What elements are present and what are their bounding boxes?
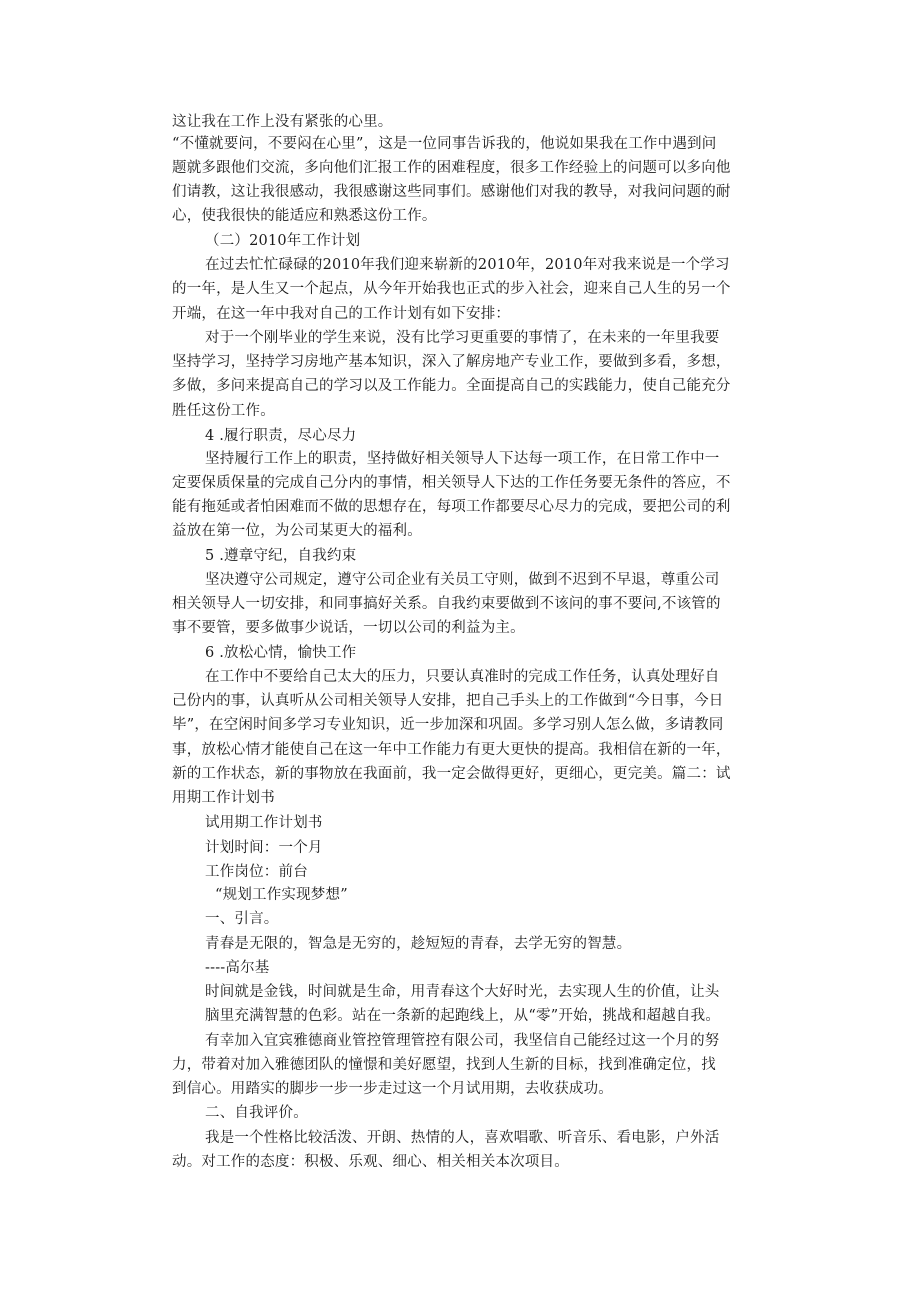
text-line: 事不要管，要多做事少说话，一切以公司的利益为主。	[172, 620, 525, 636]
text-line: 试用期工作计划书	[205, 815, 323, 831]
text-line: 在过去忙忙碌碌的2010年我们迎来崭新的2010年，2010年对我来说是一个学习	[205, 257, 730, 273]
text-line: 毕”，在空闲时间多学习专业知识，近一步加深和巩固。多学习别人怎么做，多请教同	[172, 717, 724, 733]
text-line: 二、自我评价。	[205, 1105, 308, 1121]
text-line: 力，带着对加入雅德团队的憧憬和美好愿望，找到人生新的目标，找到准确定位，找	[172, 1057, 716, 1073]
text-line: 青春是无限的，智急是无穷的，趁短短的青春，去学无穷的智慧。	[205, 936, 632, 952]
text-line: 用期工作计划书	[172, 790, 275, 806]
text-line: 心，使我很快的能适应和熟悉这份工作。	[172, 208, 437, 224]
text-line: 能有拖延或者怕困难而不做的思想存在，每项工作都要尽心尽力的完成，要把公司的利	[172, 499, 731, 515]
text-line: 坚持履行工作上的职责，坚持做好相关领导人下达每一项工作，在日常工作中一	[205, 451, 720, 467]
text-line: 一、引言。	[205, 911, 279, 927]
text-line: 坚持学习，坚持学习房地产基本知识，深入了解房地产专业工作，要做到多看，多想，	[172, 354, 731, 370]
text-line: 开端，在这一年中我对自己的工作计划有如下安排：	[172, 306, 511, 322]
text-line: 这让我在工作上没有紧张的心里。	[172, 114, 393, 130]
text-line: 己份内的事，认真听从公司相关领导人安排，把自己手头上的工作做到“今日事，今日	[172, 693, 724, 709]
text-line: 题就多跟他们交流，多向他们汇报工作的困难程度，很多工作经验上的问题可以多向他	[172, 160, 731, 176]
text-line: 有幸加入宜宾雅德商业管控管理管控有限公司，我坚信自己能经过这一个月的努	[205, 1033, 720, 1049]
text-line: 6 .放松心情，愉快工作	[205, 645, 357, 661]
text-line: 时间就是金钱，时间就是生命，用青春这个大好时光，去实现人生的价值，让头	[205, 984, 720, 1000]
text-line: 在工作中不要给自己太大的压力，只要认真准时的完成工作任务，认真处理好自	[205, 669, 720, 685]
text-line: 的一年，是人生又一个起点，从今年开始我也正式的步入社会，迎来自己人生的另一个	[172, 281, 731, 297]
text-line: 定要保质保量的完成自己分内的事情，相关领导人下达的工作任务要无条件的答应，不	[172, 475, 731, 491]
text-line: “规划工作实现梦想”	[215, 887, 348, 903]
text-line: “不懂就要问，不要闷在心里”，这是一位同事告诉我的，他说如果我在工作中遇到问	[172, 136, 717, 152]
text-line: 相关领导人一切安排，和同事搞好关系。自我约束要做到不该问的事不要问,不该管的	[172, 596, 721, 612]
text-line: 多做，多问来提高自己的学习以及工作能力。全面提高自己的实践能力，使自己能充分	[172, 378, 731, 394]
text-line: 计划时间：一个月	[205, 840, 323, 856]
text-line: 5 .遵章守纪，自我约束	[205, 548, 357, 564]
text-line: 动。对工作的态度：积极、乐观、细心、相关相关本次项目。	[172, 1154, 569, 1170]
text-line: 们请教，这让我很感动，我很感谢这些同事们。感谢他们对我的教导，对我问问题的耐	[172, 184, 731, 200]
text-line: ----高尔基	[205, 960, 270, 976]
text-line: 4 .履行职责，尽心尽力	[205, 428, 357, 444]
text-line: 对于一个刚毕业的学生来说，没有比学习更重要的事情了，在未来的一年里我要	[205, 330, 720, 346]
text-line: 到信心。用踏实的脚步一步一步走过这一个月试用期，去收获成功。	[172, 1081, 613, 1097]
text-line: 胜任这份工作。	[172, 403, 275, 419]
text-line: 益放在第一位，为公司某更大的福利。	[172, 523, 422, 539]
text-line: 事，放松心情才能使自己在这一年中工作能力有更大更快的提高。我相信在新的一年，	[172, 742, 731, 758]
text-line: （二）2010年工作计划	[205, 233, 361, 249]
text-line: 脑里充满智慧的色彩。站在一条新的起跑线上，从“零”开始，挑战和超越自我。	[205, 1008, 721, 1024]
text-line: 坚决遵守公司规定，遵守公司企业有关员工守则，做到不迟到不早退，尊重公司	[205, 572, 720, 588]
text-line: 新的工作状态，新的事物放在我面前，我一定会做得更好，更细心，更完美。篇二：试	[172, 766, 731, 782]
text-line: 工作岗位：前台	[205, 864, 308, 880]
text-line: 我是一个性格比较活泼、开朗、热情的人，喜欢唱歌、听音乐、看电影，户外活	[205, 1130, 720, 1146]
